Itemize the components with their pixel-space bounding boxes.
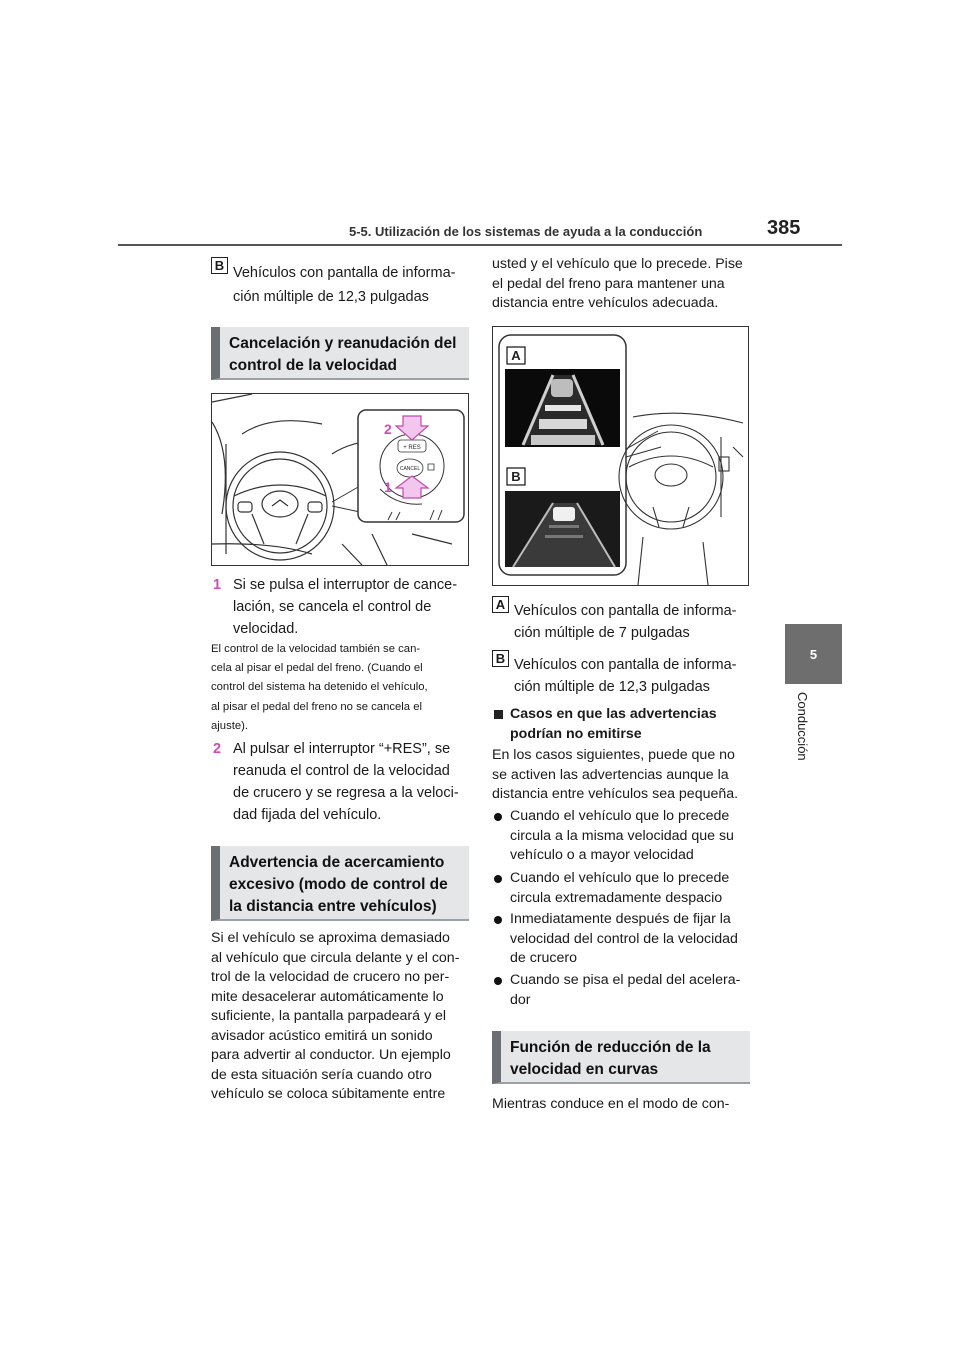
- bullet-icon: [494, 813, 502, 821]
- cases-intro-line: se activen las advertencias aunque la: [492, 766, 729, 783]
- paragraph-line: para advertir al conductor. Un ejemplo: [211, 1047, 451, 1063]
- bullet-icon: [494, 875, 502, 883]
- cancel-button-label: CANCEL: [399, 466, 421, 472]
- paragraph-line: Si el vehículo se aproxima demasiado: [211, 930, 450, 946]
- section-title-line: velocidad en curvas: [510, 1061, 659, 1078]
- section-title-cancel-resume: [211, 327, 469, 380]
- bullet-line: dor: [510, 991, 531, 1008]
- bullet-line: Cuando se pisa el pedal del acelera-: [510, 972, 741, 988]
- paragraph-line: suficiente, la pantalla parpadeará y el: [211, 1008, 447, 1024]
- step-1-line-2: lación, se cancela el control de: [233, 599, 432, 615]
- section-title-line: la distancia entre vehículos): [229, 898, 437, 915]
- lead-car-7in: [551, 379, 573, 397]
- item-a-line-2: ción múltiple de 7 pulgadas: [514, 625, 690, 641]
- step-2-number: 2: [213, 741, 222, 757]
- section-title-line: Advertencia de acercamiento: [229, 854, 445, 871]
- paragraph-line: de esta situación sería cuando otro: [211, 1066, 432, 1083]
- steering-wheel-figure: [211, 393, 469, 566]
- cases-intro-line: En los casos siguientes, puede que no: [492, 747, 735, 763]
- chapter-number: 5: [809, 646, 818, 662]
- step-2-line-4: dad fijada del vehículo.: [233, 807, 382, 823]
- bullet-line: circula a la misma velocidad que su: [510, 827, 734, 844]
- step-2-line-2: reanuda el control de la velocidad: [233, 763, 450, 779]
- chapter-label: Conducción: [795, 692, 810, 761]
- note-line: control del sistema ha detenido el vehículo,: [211, 681, 428, 694]
- bullet-line: de crucero: [510, 950, 578, 966]
- label-a: A: [511, 348, 521, 363]
- cases-heading-line: Casos en que las advertencias: [510, 706, 717, 722]
- item-a-line-1: Vehículos con pantalla de informa-: [514, 603, 737, 619]
- bullet-icon: [494, 977, 502, 985]
- bullet-line: vehículo o a mayor velocidad: [510, 847, 694, 863]
- final-line: Mientras conduce en el modo de con-: [492, 1096, 730, 1112]
- note-line: al pisar el pedal del freno no se cancela el: [211, 700, 423, 713]
- cases-heading-line: podrían no emitirse: [510, 725, 642, 742]
- header-divider: [118, 244, 842, 246]
- cases-heading: [510, 705, 717, 744]
- bullet-line: Inmediatamente después de fijar la: [510, 911, 731, 927]
- note-text: [211, 640, 471, 736]
- bullet-line: Cuando el vehículo que lo precede: [510, 870, 730, 886]
- heading-square-icon: [494, 710, 503, 719]
- section-title-line: Función de reducción de la: [510, 1039, 711, 1056]
- note-line: El control de la velocidad también se can-: [211, 643, 421, 655]
- proximity-warning-paragraph: [211, 929, 473, 1105]
- section-title-proximity-warning: [211, 846, 469, 921]
- item-b-line-1: Vehículos con pantalla de informa-: [514, 657, 737, 673]
- label-a-box: A: [492, 596, 509, 613]
- cases-intro-line: distancia entre vehículos sea pequeña.: [492, 786, 739, 802]
- bullet-item: [510, 869, 729, 908]
- page-number: 385: [767, 217, 801, 239]
- section-title-line: excesivo (modo de control de: [229, 876, 448, 893]
- cases-intro: [492, 746, 754, 805]
- steering-wheel-rim: [619, 425, 723, 529]
- section-title-line: Cancelación y reanudación del: [229, 335, 457, 352]
- paragraph-line: trol de la velocidad de crucero no per-: [211, 969, 450, 985]
- item-b-line-2: ción múltiple de 12,3 pulgadas: [514, 679, 710, 695]
- bullet-line: velocidad del control de la velocidad: [510, 930, 738, 947]
- bullet-icon: [494, 916, 502, 924]
- callout-1: 1: [384, 479, 392, 495]
- step-1-line-3: velocidad.: [233, 621, 299, 637]
- bullet-item: [510, 910, 738, 969]
- paragraph-line: el pedal del freno para mantener una: [492, 275, 725, 292]
- paragraph-line: al vehículo que circula delante y el con-: [211, 949, 460, 966]
- label-b-box: B: [492, 650, 509, 667]
- step-2-line-1: Al pulsar el interruptor “+RES”, se: [233, 741, 451, 757]
- steering-wheel-illustration: [212, 394, 468, 565]
- label-b: B: [511, 469, 521, 484]
- note-line: ajuste).: [211, 719, 249, 732]
- display-illustration: [493, 327, 748, 585]
- step-1-line-1: Si se pulsa el interruptor de cance-: [233, 577, 458, 593]
- bullet-line: circula extremadamente despacio: [510, 889, 723, 906]
- display-comparison-figure: [492, 326, 749, 586]
- paragraph-line: usted y el vehículo que lo precede. Pise: [492, 256, 743, 272]
- label-b-box: B: [211, 257, 228, 274]
- intro-line-2: ción múltiple de 12,3 pulgadas: [233, 289, 429, 305]
- section-title-curve-speed-reduction: [492, 1031, 750, 1084]
- paragraph-line: distancia entre vehículos adecuada.: [492, 295, 719, 311]
- lead-car-12in: [553, 507, 575, 521]
- bullet-item: [510, 971, 740, 1010]
- chapter-tab: [785, 624, 842, 684]
- bullet-item: [510, 807, 734, 866]
- section-title-line: control de la velocidad: [229, 357, 397, 374]
- res-button-label: + RES: [403, 445, 421, 451]
- step-2-line-3: de crucero y se regresa a la veloci-: [233, 785, 459, 801]
- bullet-line: Cuando el vehículo que lo precede: [510, 808, 730, 824]
- steering-wheel-rim: [226, 452, 334, 560]
- chapter-label-container: [778, 692, 848, 822]
- paragraph-line: avisador acústico emitirá un sonido: [211, 1027, 433, 1044]
- paragraph-line: mite desacelerar automáticamente lo: [211, 988, 444, 1005]
- continued-paragraph: [492, 255, 754, 314]
- intro-line-1: Vehículos con pantalla de informa-: [233, 265, 456, 281]
- note-line: cela al pisar el pedal del freno. (Cuando el: [211, 662, 423, 675]
- callout-2: 2: [384, 421, 392, 437]
- paragraph-line: vehículo se coloca súbitamente entre: [211, 1086, 446, 1102]
- header-section-title: 5-5. Utilización de los sistemas de ayuda a la conducción: [349, 224, 703, 239]
- step-1-number: 1: [213, 577, 222, 593]
